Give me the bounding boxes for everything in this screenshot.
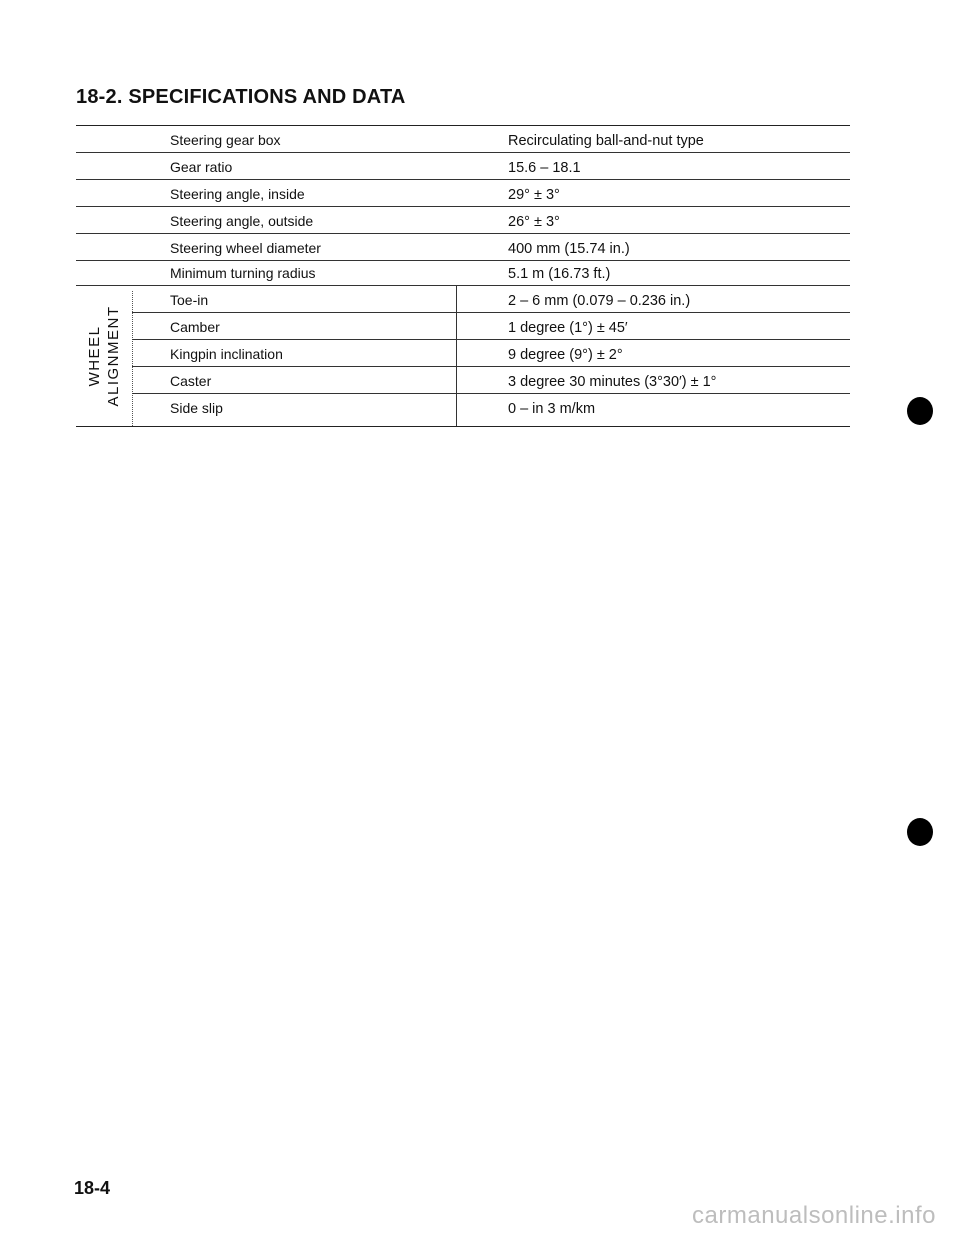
spec-label: Minimum turning radius [170,265,316,281]
page-number: 18-4 [74,1178,111,1198]
spec-label: Steering gear box [170,132,281,148]
spec-value: 29° ± 3° [508,187,560,203]
specifications-table [76,125,850,427]
spec-label: Side slip [170,400,223,416]
spec-label: Camber [170,319,220,335]
section-title: 18-2. SPECIFICATIONS AND DATA [76,86,406,108]
table-row [132,313,850,340]
spec-label: Toe-in [170,292,209,308]
binder-hole-icon [907,397,933,425]
watermark: carmanualsonline.info [692,1202,936,1229]
spec-label: Steering angle, outside [170,213,314,229]
spec-value: 3 degree 30 minutes (3°30′) ± 1° [508,374,717,390]
spec-value: 0 – in 3 m/km [508,401,596,417]
spec-value: 400 mm (15.74 in.) [508,241,630,257]
table-row [132,367,850,394]
spec-value: 5.1 m (16.73 ft.) [508,266,611,282]
spec-value: 26° ± 3° [508,214,560,230]
spec-value: 9 degree (9°) ± 2° [508,347,623,363]
table-row [76,180,850,207]
table-row [132,286,850,313]
table-row [132,394,850,421]
group-label-line2: ALIGNMENT [105,305,122,407]
group-label-line1: WHEEL [86,325,103,387]
wheel-alignment-group-label [76,286,132,426]
table-row [76,207,850,234]
spec-value: 1 degree (1°) ± 45′ [508,320,628,336]
spec-value: Recirculating ball-and-nut type [508,133,704,149]
spec-label: Kingpin inclination [170,346,283,362]
table-row [76,259,850,286]
spec-label: Steering wheel diameter [170,240,321,256]
table-row [76,153,850,180]
spec-label: Caster [170,373,212,389]
table-row [76,234,850,261]
binder-hole-icon [907,818,933,846]
spec-label: Gear ratio [170,159,233,175]
spec-value: 15.6 – 18.1 [508,160,581,176]
spec-label: Steering angle, inside [170,186,305,202]
spec-value: 2 – 6 mm (0.079 – 0.236 in.) [508,293,691,309]
table-row [76,126,850,153]
table-row [132,340,850,367]
